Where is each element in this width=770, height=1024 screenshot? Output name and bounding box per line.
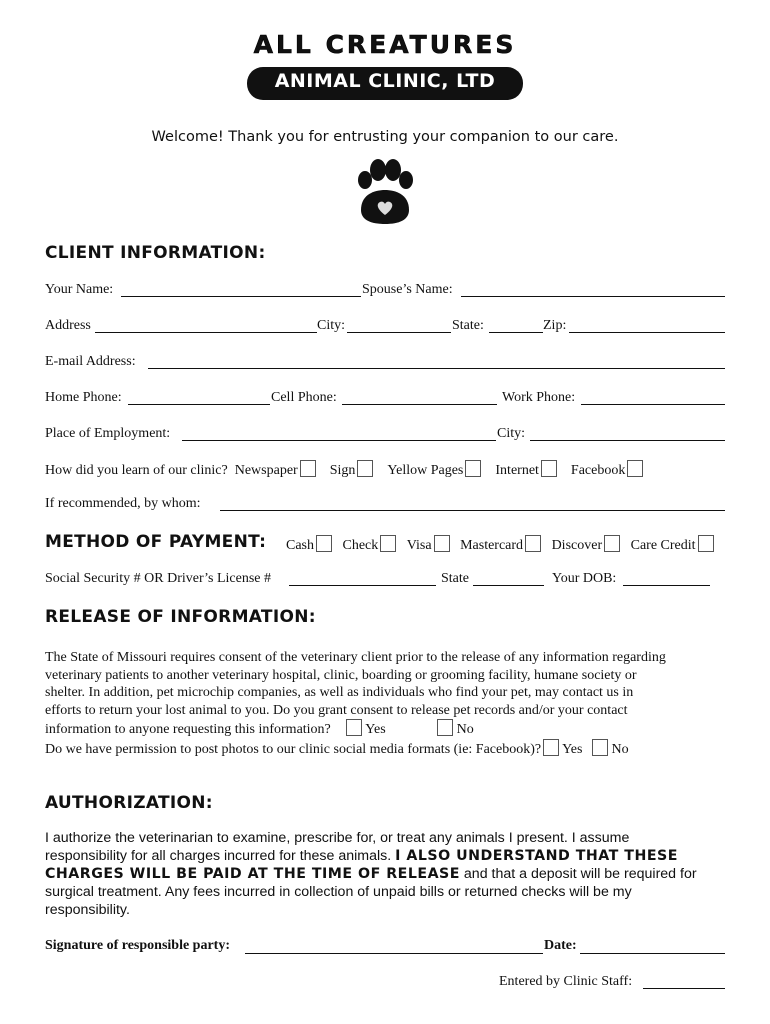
cash-checkbox[interactable] — [316, 535, 332, 552]
state-label: State: — [452, 318, 484, 333]
cell-phone-field[interactable] — [342, 404, 497, 405]
date-field[interactable] — [580, 953, 725, 954]
staff-field[interactable] — [643, 988, 725, 989]
payment-heading: METHOD OF PAYMENT: — [45, 532, 267, 552]
spouse-name-label: Spouse’s Name: — [362, 282, 453, 297]
spouse-name-field[interactable] — [461, 296, 725, 297]
facebook-checkbox[interactable] — [627, 460, 643, 477]
authorization-text — [45, 829, 725, 919]
photos-yes-checkbox[interactable] — [543, 739, 559, 756]
visa-checkbox[interactable] — [434, 535, 450, 552]
authorization-heading: AUTHORIZATION: — [45, 793, 213, 813]
photos-no-label: No — [611, 741, 629, 757]
learn-internet: Internet — [495, 463, 539, 478]
auth-emphasis: I ALSO UNDERSTAND THAT THESE — [395, 848, 678, 864]
auth-line: surgical treatment. Any fees incurred in collection of unpaid bills or returned checks will be my — [45, 884, 632, 900]
home-phone-label: Home Phone: — [45, 390, 122, 405]
release-yes-checkbox[interactable] — [346, 719, 362, 736]
auth-line-3 — [45, 865, 725, 883]
auth-line: responsibility. — [45, 902, 130, 918]
auth-emphasis: CHARGES WILL BE PAID AT THE TIME OF RELEASE — [45, 866, 460, 882]
internet-checkbox[interactable] — [541, 460, 557, 477]
learn-facebook: Facebook — [570, 463, 626, 478]
address-label: Address — [45, 318, 91, 333]
release-line: efforts to return your lost animal to you. Do you grant consent to release pet records and/or your contact — [45, 702, 628, 718]
release-no-checkbox[interactable] — [437, 719, 453, 736]
payment-check: Check — [342, 538, 379, 553]
photos-question: Do we have permission to post photos to our clinic social media formats (ie: Facebook)? — [45, 741, 542, 757]
auth-line: responsibility for all charges incurred for these animals. — [45, 848, 396, 864]
learn-sign: Sign — [329, 463, 356, 478]
payment-care-credit: Care Credit — [630, 538, 696, 553]
release-heading: RELEASE OF INFORMATION: — [45, 607, 316, 627]
yellow-pages-checkbox[interactable] — [465, 460, 481, 477]
email-field[interactable] — [148, 368, 725, 369]
logo-line2: ANIMAL CLINIC, LTD — [274, 70, 496, 92]
ssn-label: Social Security # OR Driver’s License # — [45, 571, 272, 586]
work-phone-field[interactable] — [581, 404, 725, 405]
auth-line: and that a deposit will be required for — [459, 866, 697, 882]
payment-visa: Visa — [406, 538, 432, 553]
newspaper-checkbox[interactable] — [300, 460, 316, 477]
dob-label: Your DOB: — [552, 571, 617, 586]
your-name-label: Your Name: — [45, 282, 114, 297]
sign-checkbox[interactable] — [357, 460, 373, 477]
auth-line: I authorize the veterinarian to examine, prescribe for, or treat any animals I present. I assume — [45, 830, 630, 846]
clinic-logo — [245, 30, 525, 102]
photos-yes-label: Yes — [562, 741, 583, 757]
discover-checkbox[interactable] — [604, 535, 620, 552]
mastercard-checkbox[interactable] — [525, 535, 541, 552]
learn-newspaper: Newspaper — [234, 463, 298, 478]
photos-row — [45, 739, 725, 759]
city-field[interactable] — [347, 332, 451, 333]
dob-field[interactable] — [623, 585, 710, 586]
release-no-label: No — [456, 722, 474, 737]
home-phone-field[interactable] — [128, 404, 270, 405]
learn-question: How did you learn of our clinic? — [45, 463, 228, 478]
cell-phone-label: Cell Phone: — [271, 390, 337, 405]
welcome-text: Welcome! Thank you for entrusting your companion to our care. — [151, 129, 619, 145]
employment-field[interactable] — [182, 440, 496, 441]
release-line: The State of Missouri requires consent of the veterinary client prior to the release of any information regarding — [45, 650, 666, 665]
paw-heart-icon — [351, 158, 419, 228]
check-checkbox[interactable] — [380, 535, 396, 552]
payment-options — [286, 535, 714, 554]
release-line: shelter. In addition, pet microchip companies, as well as individuals who find your pet, may contact us in — [45, 685, 634, 700]
learn-yellow-pages: Yellow Pages — [387, 463, 464, 478]
client-info-heading: CLIENT INFORMATION: — [45, 243, 266, 263]
your-name-field[interactable] — [121, 296, 361, 297]
signature-field[interactable] — [245, 953, 543, 954]
zip-field[interactable] — [569, 332, 725, 333]
photos-no-checkbox[interactable] — [592, 739, 608, 756]
employment-city-label: City: — [497, 426, 526, 441]
learn-row — [45, 460, 643, 479]
employment-label: Place of Employment: — [45, 426, 171, 441]
work-phone-label: Work Phone: — [502, 390, 576, 405]
recommended-label: If recommended, by whom: — [45, 496, 201, 511]
logo-line1: ALL CREATURES — [253, 30, 517, 59]
payment-discover: Discover — [551, 538, 603, 553]
payment-cash: Cash — [286, 538, 314, 553]
recommended-field[interactable] — [220, 510, 725, 511]
payment-mastercard: Mastercard — [460, 538, 524, 553]
email-label: E-mail Address: — [45, 354, 136, 369]
release-line: veterinary patients to another veterinary hospital, clinic, boarding or grooming facility, humane society or — [45, 667, 637, 683]
release-text — [45, 649, 725, 758]
city-label: City: — [317, 318, 346, 333]
release-line: information to anyone requesting this information? — [45, 722, 331, 737]
auth-line-2 — [45, 847, 725, 865]
release-yes-label: Yes — [365, 722, 386, 737]
care-credit-checkbox[interactable] — [698, 535, 714, 552]
staff-label: Entered by Clinic Staff: — [499, 974, 633, 989]
payment-state-field[interactable] — [473, 585, 544, 586]
state-field[interactable] — [489, 332, 543, 333]
name-row — [45, 282, 113, 298]
employment-city-field[interactable] — [530, 440, 725, 441]
zip-label: Zip: — [543, 318, 567, 333]
date-label: Date: — [544, 938, 577, 953]
release-consent-row — [45, 719, 725, 739]
signature-label: Signature of responsible party: — [45, 938, 230, 953]
address-field[interactable] — [95, 332, 317, 333]
ssn-field[interactable] — [289, 585, 436, 586]
payment-state-label: State — [441, 571, 469, 586]
